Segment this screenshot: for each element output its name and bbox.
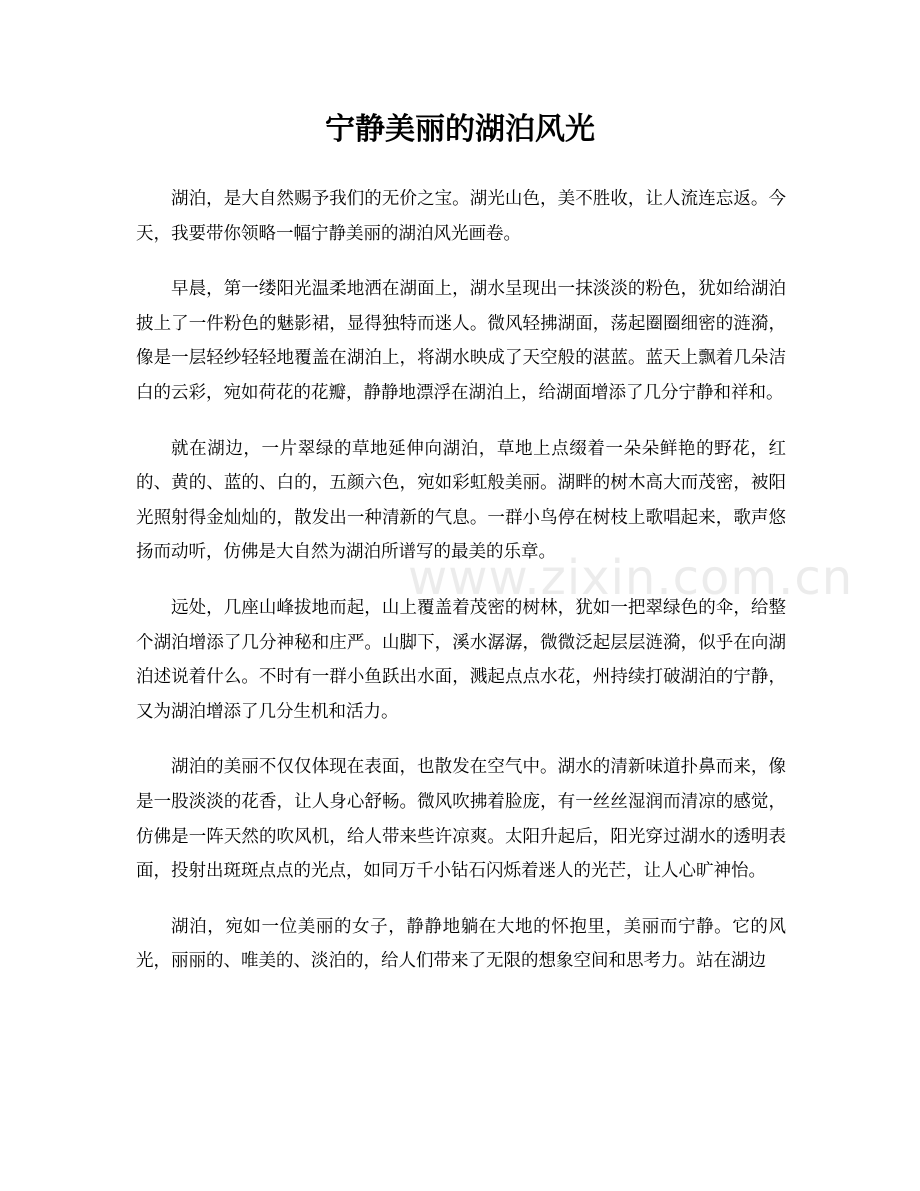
paragraph: 早晨，第一缕阳光温柔地洒在湖面上，湖水呈现出一抹淡淡的粉色，犹如给湖泊披上了一件粉色的魅影裙，显得独特而迷人。微风轻拂湖面，荡起圈圈细密的涟漪，像是一层轻纱轻轻地覆盖在湖泊上，将湖水映成了天空般的湛蓝。蓝天上飘着几朵洁白的云彩，宛如荷花的花瓣，静静地漂浮在湖泊上，给湖面增添了几分宁静和祥和。 — [136, 279, 786, 403]
watermark: www.zixin.com.cn — [408, 550, 854, 606]
paragraph: 湖泊，宛如一位美丽的女子，静静地躺在大地的怀抱里，美丽而宁静。它的风光，丽丽的、唯美的、淡泊的，给人们带来了无限的想象空间和思考力。站在湖边 — [136, 916, 786, 972]
document-title: 宁静美丽的湖泊风光 — [325, 112, 595, 147]
paragraph: 远处，几座山峰拔地而起，山上覆盖着茂密的树林，犹如一把翠绿色的伞，给整个湖泊增添了几分神秘和庄严。山脚下，溪水潺潺，微微泛起层层涟漪，似乎在向湖泊述说着什么。不时有一群小鱼跃出水面，溅起点点水花，州持续打破湖泊的宁静，又为湖泊增添了几分生机和活力。 — [136, 597, 786, 722]
document-body — [136, 182, 786, 1000]
paragraph: 湖泊的美丽不仅仅体现在表面，也散发在空气中。湖水的清新味道扑鼻而来，像是一股淡淡的花香，让人身心舒畅。微风吹拂着脸庞，有一丝丝湿润而清凉的感觉，仿佛是一阵天然的吹风机，给人带来些许凉爽。太阳升起后，阳光穿过湖水的透明表面，投射出斑斑点点的光点，如同万千小钻石闪烁着迷人的光芒，让人心旷神怡。 — [136, 757, 786, 882]
paragraph: 就在湖边，一片翠绿的草地延伸向湖泊，草地上点缀着一朵朵鲜艳的野花，红的、黄的、蓝的、白的，五颜六色，宛如彩虹般美丽。湖畔的树木高大而茂密，被阳光照射得金灿灿的，散发出一种清新的气息。一群小鸟停在树枝上歌唱起来，歌声悠扬而动听，仿佛是大自然为湖泊所谱写的最美的乐章。 — [136, 438, 786, 563]
paragraph: 湖泊，是大自然赐予我们的无价之宝。湖光山色，美不胜收，让人流连忘返。今天，我要带你领略一幅宁静美丽的湖泊风光画卷。 — [136, 189, 786, 244]
